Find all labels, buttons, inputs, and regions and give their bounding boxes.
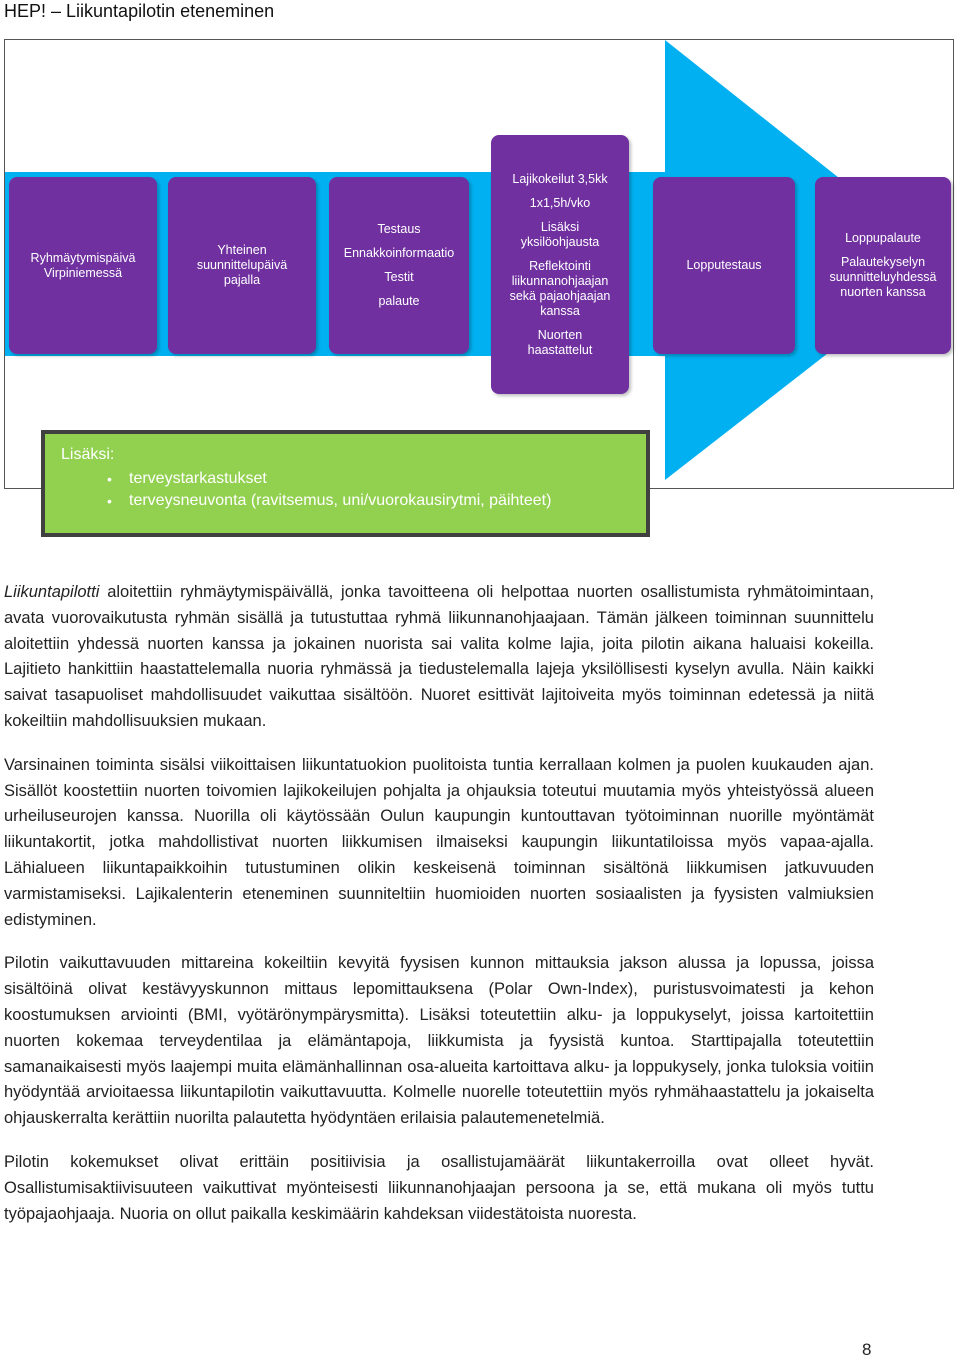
phase-box-5 [653, 177, 795, 354]
phase-4-line-4: yksilöohjausta [520, 234, 600, 249]
extra-info-box [41, 430, 650, 537]
phase-6-line-3: suunnitteluyhdessä [829, 270, 937, 284]
phase-box-3 [329, 177, 469, 354]
phase-3-line-2: Ennakkoinformaatio [343, 246, 455, 260]
extra-title: Lisäksi: [61, 446, 115, 463]
page-title: HEP! – Liikuntapilotin eteneminen [4, 1, 275, 21]
phase-4-line-6: liikunnanohjaajan [511, 273, 609, 288]
phase-2-line-3: pajalla [223, 273, 261, 287]
phase-6-line-1: Loppupalaute [845, 231, 921, 245]
phase-1-line-2: Virpiniemessä [43, 265, 123, 280]
phase-4-line-1: Lajikokeilut 3,5kk [512, 171, 608, 186]
process-figure [4, 39, 954, 489]
paragraph-4: Pilotin kokemukset olivat erittäin positiivisia ja osallistujamäärät liikuntakerroilla ovat olleet hyvät. Osallistumisaktiivisuuteen vaikuttivat myönteisesti liikunnanohjaajan persoona ja se, että mukana oli myös tuttu työpajaohjaaja. Nuoria on ollut paikalla keskimäärin kahdeksan viidestätoista nuoresta. [4, 1152, 874, 1223]
phase-4-line-3: Lisäksi [540, 219, 580, 234]
phase-4-line-5: Reflektointi [529, 258, 591, 273]
extra-item-1: • terveystarkastukset [61, 468, 630, 490]
paragraph-2: Varsinainen toiminta sisälsi viikoittaisen liikuntatuokion puolitoista tuntia kerrallaan kolmen ja puolen kuukauden ajan. Sisällöt koostettiin nuorten toivomien lajikokeilujen pohjalta ja ohjauksia toteutui muutamia myös yhteistyössä alueen urheiluseurojen kanssa. Nuorilla oli käytössään Oulun kaupungin kuntouttavan työtoiminnan nuorille myöntämät liikuntakortit, jotka mahdollistivat nuorten liikkumisen ilmaiseksi kaupungin liikuntatiloissa myös vapaa-ajalla. Lähialueen liikuntapaikkoihin tutustuminen olikin keskeisenä toiminnan sisältönä liikkumisen jatkuvuuden varmistamiseksi. Lajikalenterin eteneminen suunniteltiin huomioiden nuorten sosiaalisten ja fyysisten valmiuksien edistyminen. [4, 755, 874, 929]
phase-3-line-3: Testit [384, 270, 414, 284]
phase-5-line-1: Lopputestaus [686, 258, 762, 272]
paragraph-1 [4, 580, 874, 735]
phase-4-line-2: 1x1,5h/vko [529, 195, 591, 210]
phase-4-line-8: kanssa [540, 303, 580, 318]
phase-box-6 [815, 177, 951, 354]
phase-4-line-10: haastattelut [527, 342, 593, 357]
phase-box-2 [168, 177, 316, 354]
phase-box-4 [491, 135, 629, 394]
extra-item-2: • terveysneuvonta (ravitsemus, uni/vuorokausirytmi, päihteet) [61, 490, 630, 512]
phase-6-line-2: Palautekyselyn [840, 255, 926, 269]
phase-4-line-9: Nuorten [537, 327, 583, 342]
paragraph-1-text: aloitettiin ryhmäytymispäivällä, jonka tavoitteena oli helpottaa nuorten osallistumista ryhmätoimintaan, avata vuorovaikutusta ryhmän sisällä ja tutustuttaa ryhmä liikunnanohjaajaan. Tämän jälkeen toiminnan suunnittelu aloitettiin yhdessä nuorten kanssa ja jokainen nuorista sai valita kolme lajia, joita pilotin aikana haluaisi kokeilla. Lajitieto hankittiin haastattelemalla nuoria ryhmässä ja tiedustelemalla lajeja yksilöllisesti kyselyn avulla. Näin kaikki saivat tasapuoliset mahdollisuudet vaikuttaa sisältöön. Nuoret esittivät lajitoiveita myös toiminnan edetessä ja niitä kokeiltiin mahdollisuuksien mukaan. [4, 583, 874, 730]
phase-3-line-4: palaute [378, 294, 420, 308]
phase-3-line-1: Testaus [377, 222, 421, 236]
phase-box-1 [9, 177, 157, 354]
phase-2-line-2: suunnittelupäivä [196, 258, 288, 272]
phase-4-line-7: sekä pajaohjaajan [509, 288, 611, 303]
phase-2-line-1: Yhteinen [217, 243, 267, 257]
paragraph-3: Pilotin vaikuttavuuden mittareina kokeiltiin kevyitä fyysisen kunnon mittauksia jakson alussa ja lopussa, joissa sisältöinä olivat kestävyyskunnon mittaus lepomittauksena (Polar Own-Index), puristusvoimatesti ja kehon koostumuksen arviointi (BMI, vyötärönympärysmitta). Lisäksi toteutettiin alku- ja loppukyselyt, joissa kartoitettiin nuorten kokemaa terveydentilaa ja elämäntapoja, liikkumista ja fyysistä kuntoa. Starttipajalla toteutettiin samanaikaisesti myös laajempi muita elämänhallinnan osa-alueita kartoittava alku- ja loppukysely, jonka tuloksia voitiin hyödyntää arvioitaessa liikuntapilotin vaikuttavuutta. Kolmelle nuorelle toteutettiin myös ryhmähaastattelu ja jokaiselta ohjauskerralta kerättiin nuorilta palautetta hyödyntäen erilaisia palautemenetelmiä. [4, 954, 874, 1128]
phase-6-line-4: nuorten kanssa [840, 285, 926, 299]
extra-list [61, 468, 630, 512]
body-text [4, 580, 874, 1245]
page-number: 8 [862, 1340, 872, 1359]
paragraph-1-lead: Liikuntapilotti [4, 583, 100, 601]
phase-1-line-1: Ryhmäytymispäivä [30, 250, 136, 265]
